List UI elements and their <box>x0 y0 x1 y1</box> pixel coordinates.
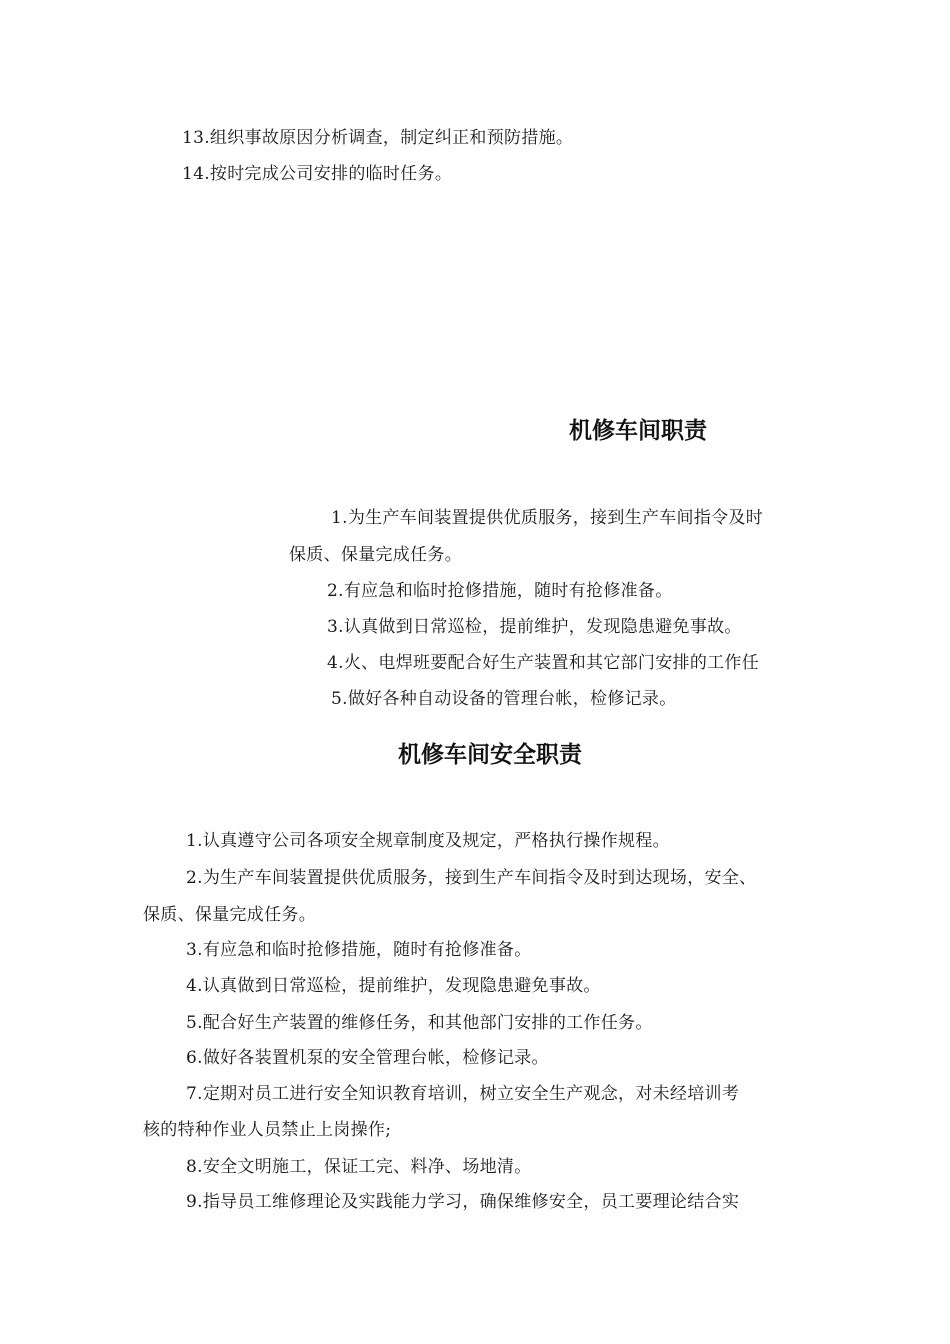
duty-item-1-continued: 保质、保量完成任务。 <box>289 545 462 565</box>
list-item-14: 14.按时完成公司安排的临时任务。 <box>182 164 453 184</box>
safety-item-7: 7.定期对员工进行安全知识教育培训，树立安全生产观念，对未经培训考 <box>186 1084 740 1104</box>
safety-item-2: 2.为生产车间装置提供优质服务，接到生产车间指令及时到达现场，安全、 <box>186 868 757 888</box>
safety-item-6: 6.做好各装置机泵的安全管理台帐，检修记录。 <box>186 1048 549 1068</box>
list-item-13: 13.组织事故原因分析调查，制定纠正和预防措施。 <box>182 128 574 148</box>
safety-item-1: 1.认真遵守公司各项安全规章制度及规定，严格执行操作规程。 <box>186 831 670 851</box>
safety-item-7-continued: 核的特种作业人员禁止上岗操作; <box>143 1120 392 1140</box>
safety-item-9: 9.指导员工维修理论及实践能力学习，确保维修安全，员工要理论结合实 <box>186 1192 740 1212</box>
safety-item-4: 4.认真做到日常巡检，提前维护，发现隐患避免事故。 <box>186 976 601 996</box>
duty-item-2: 2.有应急和临时抢修措施，随时有抢修准备。 <box>327 581 673 601</box>
duty-item-3: 3.认真做到日常巡检，提前维护，发现隐患避免事故。 <box>327 617 742 637</box>
safety-item-5: 5.配合好生产装置的维修任务，和其他部门安排的工作任务。 <box>186 1013 653 1033</box>
safety-item-2-continued: 保质、保量完成任务。 <box>143 905 316 925</box>
safety-item-8: 8.安全文明施工，保证工完、料净、场地清。 <box>186 1157 532 1177</box>
section-title-workshop-duties: 机修车间职责 <box>569 418 707 444</box>
duty-item-4: 4.火、电焊班要配合好生产装置和其它部门安排的工作任 <box>327 653 760 673</box>
section-title-workshop-safety-duties: 机修车间安全职责 <box>398 742 582 768</box>
safety-item-3: 3.有应急和临时抢修措施，随时有抢修准备。 <box>186 940 532 960</box>
duty-item-5: 5.做好各种自动设备的管理台帐，检修记录。 <box>331 689 677 709</box>
duty-item-1: 1.为生产车间装置提供优质服务，接到生产车间指令及时 <box>331 508 764 528</box>
